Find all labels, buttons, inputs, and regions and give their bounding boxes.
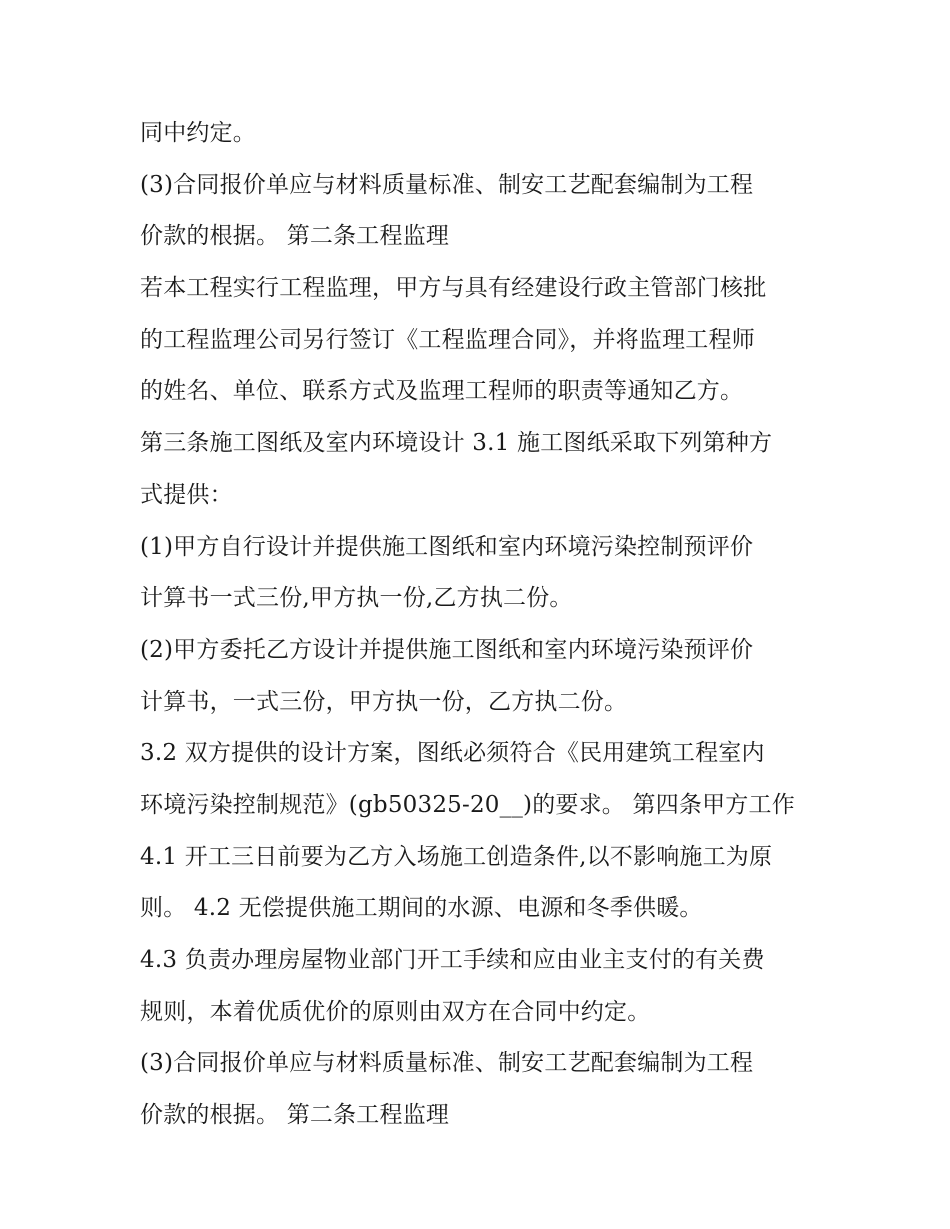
text-line: 式提供： xyxy=(140,481,233,508)
text-line: (3)合同报价单应与材料质量标准、制安工艺配套编制为工程 xyxy=(140,1050,754,1077)
text-line: 则。 4.2 无偿提供施工期间的水源、电源和冬季供暖。 xyxy=(140,895,703,922)
text-line: 规则，本着优质优价的原则由双方在合同中约定。 xyxy=(140,998,651,1025)
document-body xyxy=(140,108,820,1142)
text-line: (2)甲方委托乙方设计并提供施工图纸和室内环境污染预评价 xyxy=(140,636,754,663)
text-line: 的姓名、单位、联系方式及监理工程师的职责等通知乙方。 xyxy=(140,378,744,405)
text-line: 计算书一式三份,甲方执一份,乙方执二份。 xyxy=(140,585,573,612)
text-line: 环境污染控制规范》(gb50325-20__)的要求。 第四条甲方工作 xyxy=(140,791,795,818)
text-line: 若本工程实行工程监理，甲方与具有经建设行政主管部门核批 xyxy=(140,275,767,302)
text-line: 4.3 负责办理房屋物业部门开工手续和应由业主支付的有关费 xyxy=(140,947,765,973)
text-line: 同中约定。 xyxy=(140,120,256,146)
text-line: 3.2 双方提供的设计方案，图纸必须符合《民用建筑工程室内 xyxy=(140,740,765,767)
text-line: 4.1 开工三日前要为乙方入场施工创造条件,以不影响施工为原 xyxy=(140,843,773,870)
text-line: 的工程监理公司另行签订《工程监理合同》，并将监理工程师 xyxy=(140,326,755,353)
text-line: (1)甲方自行设计并提供施工图纸和室内环境污染控制预评价 xyxy=(140,533,754,560)
text-line: 第三条施工图纸及室内环境设计 3.1 施工图纸采取下列第种方 xyxy=(140,430,773,457)
text-line: 价款的根据。 第二条工程监理 xyxy=(140,223,450,250)
text-line: 价款的根据。 第二条工程监理 xyxy=(140,1102,450,1129)
text-line: 计算书，一式三份，甲方执一份，乙方执二份。 xyxy=(140,688,628,715)
text-line: (3)合同报价单应与材料质量标准、制安工艺配套编制为工程 xyxy=(140,171,754,198)
